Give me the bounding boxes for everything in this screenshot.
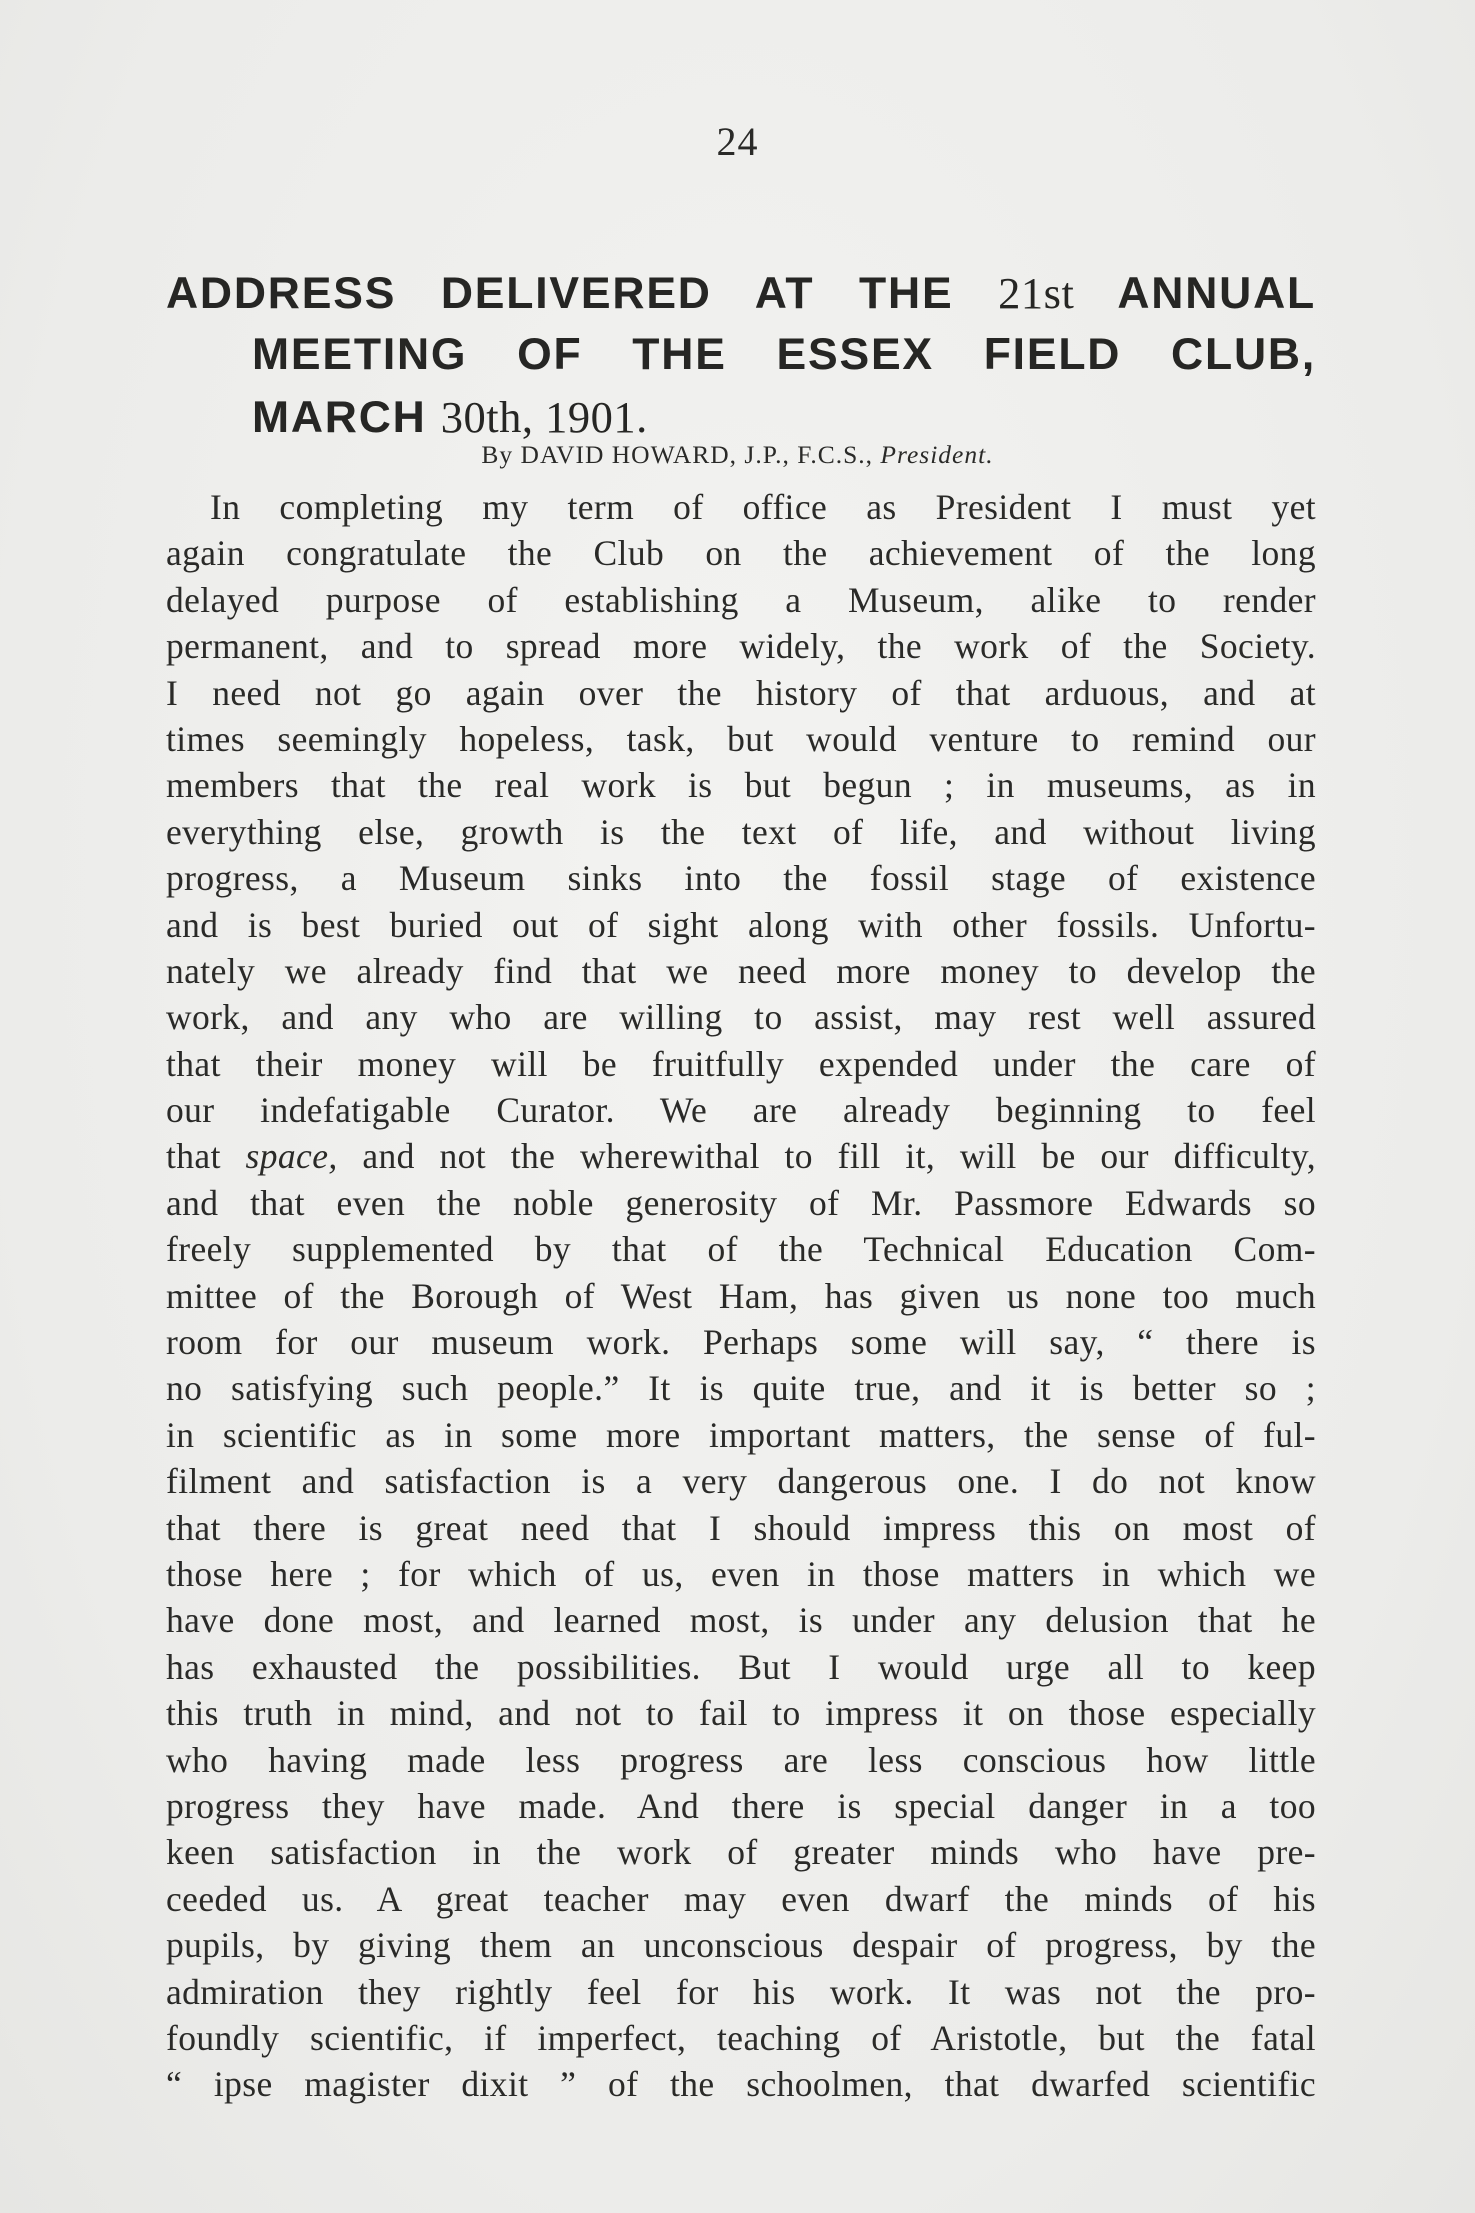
body-line: pupils, by giving them an unconscious despair of progress, by the xyxy=(166,1925,1316,1966)
body-line: “ ipse magister dixit ” of the schoolmen, that dwarfed scientific xyxy=(166,2064,1316,2105)
body-line: freely supplemented by that of the Technical Education Com- xyxy=(166,1229,1316,1270)
body-line: nately we already find that we need more money to develop the xyxy=(166,950,1316,991)
author-role: President. xyxy=(880,440,994,469)
title-day: 30th, xyxy=(440,392,534,442)
body-line: this truth in mind, and not to fail to impress it on those especially xyxy=(166,1693,1316,1734)
title-line-1-end: ANNUAL xyxy=(1074,269,1316,318)
body-line: work, and any who are willing to assist, may rest well assured xyxy=(166,997,1316,1038)
body-line: members that the real work is but begun ; in museums, as in xyxy=(166,765,1316,806)
address-title xyxy=(166,262,1316,448)
body-line: In completing my term of office as President I must yet xyxy=(210,487,1316,527)
body-line: keen satisfaction in the work of greater minds who have pre- xyxy=(166,1832,1316,1873)
body-line: and is best buried out of sight along with other fossils. Unfortu- xyxy=(166,904,1316,945)
title-year: 1901. xyxy=(533,392,648,442)
italic-word: space, xyxy=(245,1136,338,1177)
body-line: foundly scientific, if imperfect, teaching of Aristotle, but the fatal xyxy=(166,2017,1316,2058)
body-line: that space, and not the wherewithal to fill it, will be our difficulty, xyxy=(166,1136,1317,1177)
body-line: delayed purpose of establishing a Museum, alike to render xyxy=(166,579,1316,620)
title-ordinal: 21st xyxy=(998,268,1075,318)
body-line: everything else, growth is the text of life, and without living xyxy=(166,811,1316,852)
title-line-2: MEETING OF THE ESSEX FIELD CLUB, xyxy=(252,330,1316,379)
body-line: ceeded us. A great teacher may even dwarf the minds of his xyxy=(166,1878,1316,1919)
body-line: those here ; for which of us, even in those matters in which we xyxy=(166,1553,1316,1594)
body-line: times seemingly hopeless, task, but would venture to remind our xyxy=(166,718,1316,759)
author-name: By DAVID HOWARD, J.P., F.C.S., xyxy=(481,440,881,469)
body-line: that there is great need that I should impress this on most of xyxy=(166,1507,1316,1548)
body-line: permanent, and to spread more widely, the work of the Society. xyxy=(166,626,1316,667)
title-line-3 xyxy=(166,386,1316,448)
title-month: MARCH xyxy=(252,393,441,442)
body-line: who having made less progress are less conscious how little xyxy=(166,1739,1316,1780)
body-line: again congratulate the Club on the achievement of the long xyxy=(166,533,1316,574)
body-line: progress they have made. And there is special danger in a too xyxy=(166,1785,1316,1826)
page-number: 24 xyxy=(716,119,759,164)
body-line: has exhausted the possibilities. But I would urge all to keep xyxy=(166,1646,1316,1687)
body-line: admiration they rightly feel for his work. It was not the pro- xyxy=(166,1971,1316,2012)
body-line: in scientific as in some more important matters, the sense of ful- xyxy=(166,1414,1316,1455)
body-line: room for our museum work. Perhaps some will say, “ there is xyxy=(166,1322,1316,1363)
author-byline xyxy=(0,440,1475,470)
body-line: our indefatigable Curator. We are already beginning to feel xyxy=(166,1090,1316,1131)
body-line: that their money will be fruitfully expended under the care of xyxy=(166,1043,1316,1084)
title-line-1 xyxy=(166,262,1316,324)
body-line: I need not go again over the history of that arduous, and at xyxy=(166,672,1316,713)
body-line: have done most, and learned most, is under any delusion that he xyxy=(166,1600,1316,1641)
body-line: and that even the noble generosity of Mr. Passmore Edwards so xyxy=(166,1182,1316,1223)
body-line: progress, a Museum sinks into the fossil stage of existence xyxy=(166,858,1316,899)
body-line: no satisfying such people.” It is quite true, and it is better so ; xyxy=(166,1368,1316,1409)
body-text xyxy=(166,484,1316,2108)
body-line: mittee of the Borough of West Ham, has given us none too much xyxy=(166,1275,1316,1316)
title-line-1-text: ADDRESS DELIVERED AT THE xyxy=(166,269,999,318)
body-line: filment and satisfaction is a very dangerous one. I do not know xyxy=(166,1461,1316,1502)
